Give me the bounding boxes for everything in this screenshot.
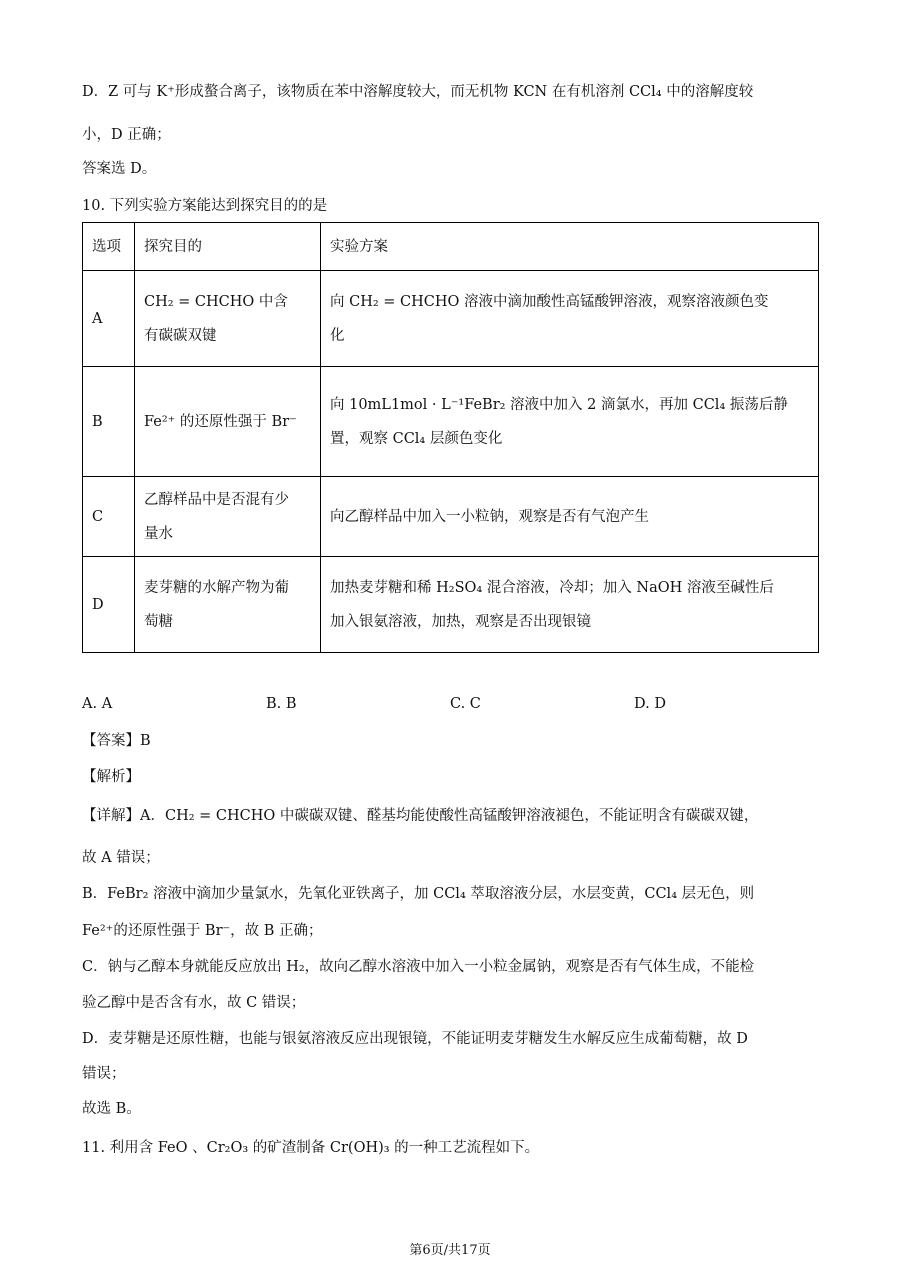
explanation-line: Fe²⁺的还原性强于 Br⁻，故 B 正确； <box>82 923 323 939</box>
plan-line: 向乙醇样品中加入一小粒钠，观察是否有气泡产生 <box>330 508 649 525</box>
plan-line: 向 10mL1mol · L⁻¹FeBr₂ 溶液中加入 2 滴氯水，再加 CCl₄ 振荡后静 <box>330 396 788 413</box>
goal-line: 有碳碳双键 <box>144 327 217 344</box>
answer-label: 【答案】B <box>82 733 151 749</box>
plan-line: 化 <box>330 327 345 344</box>
table-row <box>83 557 819 653</box>
row-goal <box>135 477 321 557</box>
row-goal <box>135 367 321 477</box>
goal-line: CH₂ = CHCHO 中含 <box>144 293 288 310</box>
explanation-line: 故 A 错误； <box>82 850 160 866</box>
option-b: B. B <box>266 696 297 712</box>
row-plan <box>321 477 819 557</box>
row-option: A <box>83 271 135 367</box>
row-goal <box>135 271 321 367</box>
next-question-stem: 11. 利用含 FeO 、Cr₂O₃ 的矿渣制备 Cr(OH)₃ 的一种工艺流程如下。 <box>82 1140 540 1156</box>
explanation-line: 【详解】A．CH₂ = CHCHO 中碳碳双键、醛基均能使酸性高锰酸钾溶液褪色，不能证明含有碳碳双键， <box>82 808 759 824</box>
option-c: C. C <box>450 696 481 712</box>
explanation-line: 错误； <box>82 1066 126 1082</box>
table-row <box>83 271 819 367</box>
goal-line: 麦芽糖的水解产物为葡 <box>144 579 289 596</box>
experiment-table <box>82 222 819 653</box>
explanation-line: B．FeBr₂ 溶液中滴加少量氯水，先氧化亚铁离子，加 CCl₄ 萃取溶液分层，水层变黄，CCl₄ 层无色，则 <box>82 886 755 902</box>
plan-line: 加热麦芽糖和稀 H₂SO₄ 混合溶液，冷却；加入 NaOH 溶液至碱性后 <box>330 579 774 596</box>
header-plan: 实验方案 <box>321 223 819 271</box>
explanation-line: C．钠与乙醇本身就能反应放出 H₂，故向乙醇水溶液中加入一小粒金属钠，观察是否有气体生成，不能检 <box>82 959 755 975</box>
intro-d-line2: 小，D 正确； <box>82 127 171 143</box>
intro-answer-line: 答案选 D。 <box>82 161 157 177</box>
goal-line: 乙醇样品中是否混有少 <box>144 491 289 508</box>
option-a: A. A <box>82 696 113 712</box>
row-option: B <box>83 367 135 477</box>
explanation-line: 故选 B。 <box>82 1101 141 1117</box>
option-d: D. D <box>634 696 666 712</box>
explanation-line: D．麦芽糖是还原性糖，也能与银氨溶液反应出现银镜，不能证明麦芽糖发生水解反应生成葡萄糖，故 D <box>82 1031 748 1047</box>
row-plan <box>321 271 819 367</box>
explanation-line: 验乙醇中是否含有水，故 C 错误； <box>82 995 306 1011</box>
row-option: C <box>83 477 135 557</box>
header-option: 选项 <box>83 223 135 271</box>
answer-options <box>82 696 818 716</box>
question-stem: 10. 下列实验方案能达到探究目的的是 <box>82 198 328 214</box>
row-goal <box>135 557 321 653</box>
plan-line: 置，观察 CCl₄ 层颜色变化 <box>330 430 503 447</box>
row-plan <box>321 557 819 653</box>
plan-line: 向 CH₂ = CHCHO 溶液中滴加酸性高锰酸钾溶液，观察溶液颜色变 <box>330 293 769 310</box>
plan-line: 加入银氨溶液，加热，观察是否出现银镜 <box>330 613 591 630</box>
analysis-label: 【解析】 <box>82 769 140 785</box>
page-footer: 第6页/共17页 <box>409 1243 491 1258</box>
row-option: D <box>83 557 135 653</box>
goal-line: 量水 <box>144 525 173 542</box>
header-goal: 探究目的 <box>135 223 321 271</box>
goal-line: 萄糖 <box>144 613 173 630</box>
table-row <box>83 367 819 477</box>
goal-line: Fe²⁺ 的还原性强于 Br⁻ <box>144 413 297 430</box>
table-row <box>83 477 819 557</box>
table-header-row <box>83 223 819 271</box>
intro-d-line1: D．Z 可与 K⁺形成螯合离子，该物质在苯中溶解度较大，而无机物 KCN 在有机溶剂 CCl₄ 中的溶解度较 <box>82 84 754 100</box>
row-plan <box>321 367 819 477</box>
